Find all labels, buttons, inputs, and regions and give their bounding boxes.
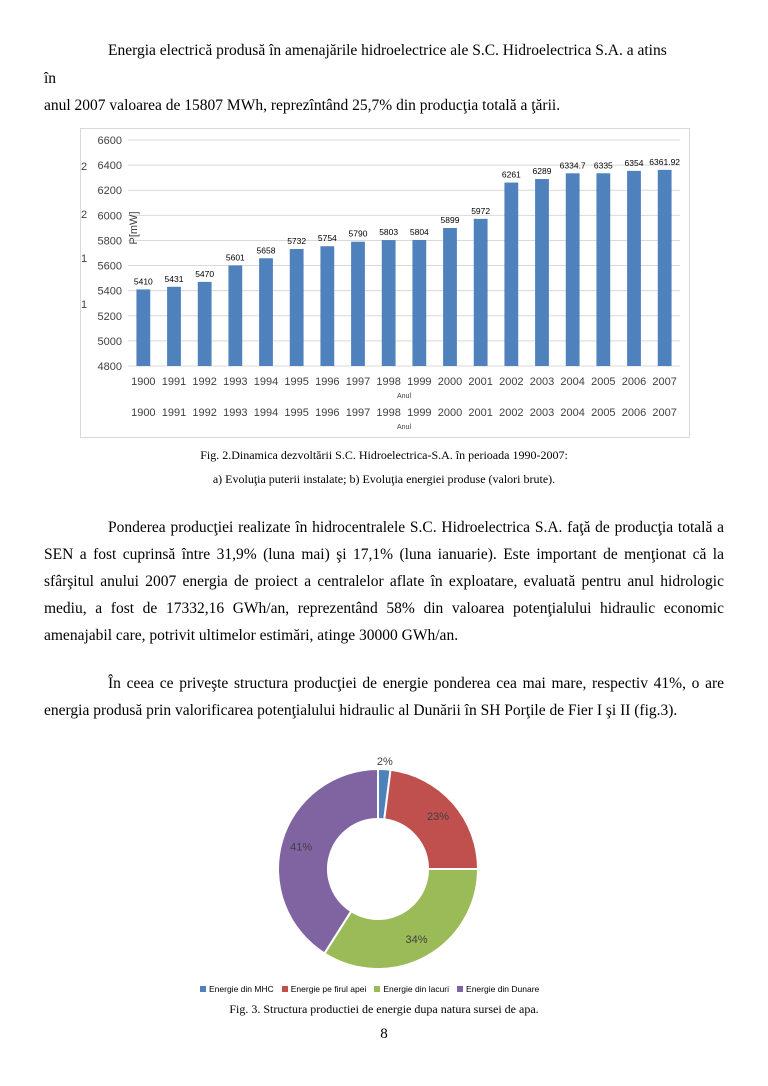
paragraph1-line3: anul 2007 valoarea de 15807 MWh, reprezîntând 25,7% din producţia totală a ţării. — [44, 97, 561, 114]
x-tick-label: 2001 — [468, 376, 493, 388]
overlay-axis-digit: 2 — [81, 209, 88, 221]
legend-label: Energie din lacuri — [383, 984, 450, 994]
x-tick-label: 2004 — [560, 376, 585, 388]
bar-data-label: 5899 — [440, 215, 460, 226]
x-tick-label: 1991 — [161, 376, 187, 388]
x-tick-label: 1994 — [253, 376, 279, 388]
donut-data-label: 2% — [376, 756, 393, 769]
x-tick-label: 1999 — [407, 376, 432, 388]
legend-item-dunare — [457, 984, 539, 994]
x-tick-label-second: 1998 — [376, 407, 401, 419]
x-tick-label: 1900 — [131, 376, 156, 388]
x-axis-label: Anul — [396, 393, 412, 400]
x-tick-label-second: 1997 — [345, 407, 371, 419]
x-tick-label: 1998 — [376, 376, 401, 388]
y-tick-label: 5600 — [97, 260, 122, 273]
bar — [351, 242, 365, 366]
x-tick-label-second: 1999 — [407, 407, 432, 419]
bar-data-label: 5732 — [287, 235, 307, 246]
x-tick-label: 1992 — [192, 376, 217, 388]
legend-label: Energie pe firul apei — [290, 984, 367, 994]
x-tick-label-second: 1994 — [253, 407, 279, 419]
paragraph1-line1: Energia electrică produsă în amenajările hidroelectrice ale S.C. Hidroelectrica S.A. a atins — [108, 42, 667, 59]
x-tick-label-second: 2003 — [529, 407, 555, 419]
bar-data-label: 5803 — [379, 227, 399, 238]
bar — [382, 240, 396, 366]
bar — [504, 183, 518, 366]
paragraph3: În ceea ce priveşte structura producţiei de energie ponderea cea mai mare, respectiv 41%, o are energia produsă prin valorificarea potenţialului hidraulic al Dunării în SH Porţile de Fier I şi II (fig.3). — [44, 675, 724, 719]
bar — [320, 246, 334, 366]
bar-data-label: 5972 — [471, 205, 491, 216]
donut-data-label: 41% — [290, 841, 313, 854]
x-tick-label-second: 1995 — [284, 407, 309, 419]
y-tick-label: 5400 — [97, 285, 122, 298]
x-tick-label: 1997 — [345, 376, 371, 388]
bar-data-label: 5804 — [409, 226, 429, 237]
y-tick-label: 6400 — [97, 160, 122, 173]
overlay-axis-digit: 1 — [81, 299, 88, 311]
figure2-caption-line2: a) Evoluţia puterii instalate; b) Evoluţia energiei produse (valori brute). — [212, 472, 556, 486]
bar — [412, 240, 426, 366]
x-tick-label-second: 1996 — [315, 407, 340, 419]
bar — [198, 282, 212, 366]
x-tick-label-second: 1900 — [131, 407, 156, 419]
y-axis-label: P[mW] — [128, 211, 140, 245]
legend-swatch — [457, 986, 463, 992]
x-tick-label: 1993 — [223, 376, 248, 388]
bar-data-label: 6354 — [624, 157, 644, 168]
x-tick-label-second: 1991 — [161, 407, 187, 419]
energy-structure-donut-chart — [270, 754, 490, 976]
bar — [228, 265, 242, 366]
bar — [658, 170, 672, 366]
bar — [443, 228, 457, 366]
x-tick-label-second: 2005 — [591, 407, 616, 419]
legend-item-fir — [282, 984, 367, 994]
x-tick-label: 2002 — [499, 376, 524, 388]
y-tick-label: 6000 — [97, 210, 122, 223]
y-tick-label: 6600 — [97, 135, 122, 147]
x-tick-label-second: 2004 — [560, 407, 585, 419]
x-tick-label-second: 2006 — [621, 407, 647, 419]
bar-data-label: 5658 — [256, 245, 276, 256]
bar — [566, 173, 580, 366]
bar-data-label: 5601 — [225, 252, 245, 263]
x-tick-label-second: 2002 — [499, 407, 524, 419]
x-tick-label: 2007 — [652, 376, 677, 388]
y-tick-label: 5000 — [97, 335, 122, 348]
x-tick-label-second: 2007 — [652, 407, 677, 419]
bar-data-label: 5754 — [317, 233, 337, 244]
x-tick-label-second: 2000 — [437, 407, 463, 419]
bar — [136, 289, 150, 366]
overlay-axis-digit: 2 — [81, 161, 88, 173]
donut-data-label: 23% — [426, 811, 450, 824]
page-number: 8 — [380, 1026, 388, 1042]
bar — [627, 171, 641, 366]
legend-label: Energie din MHC — [209, 984, 274, 994]
legend-item-mhc — [200, 984, 274, 994]
x-tick-label-second: 2001 — [468, 407, 493, 419]
x-tick-label: 2003 — [529, 376, 555, 388]
legend-swatch — [374, 986, 380, 992]
x-tick-label: 1995 — [284, 376, 309, 388]
bar-data-label: 6261 — [501, 169, 521, 180]
bar-data-label: 6334.7 — [559, 160, 586, 171]
donut-slice — [324, 869, 478, 969]
x-axis-label-second: Anul — [396, 424, 412, 431]
bar — [474, 219, 488, 366]
donut-data-label: 34% — [405, 934, 428, 947]
figure3-caption: Fig. 3. Structura productiei de energie dupa natura sursei de apa. — [229, 1002, 539, 1016]
bar-data-label: 5470 — [195, 268, 215, 279]
bar — [535, 179, 549, 366]
bar — [290, 249, 304, 366]
bar-data-label: 5431 — [164, 273, 184, 284]
legend-swatch — [282, 986, 288, 992]
paragraph2: Ponderea producţiei realizate în hidrocentralele S.C. Hidroelectrica S.A. faţă de producţia totală a SEN a fost cuprinsă între 31,9% (luna mai) şi 17,1% (luna ianuarie). Este important de menţionat că la sfârşitul anului 2007 energia de proiect a centralelor aflate în exploatare, evaluată pentru anul hidrologic mediu, a fost de 17332,16 GWh/an, reprezentând 58% din valoarea potenţialului hidraulic economic amenajabil care, potrivit ultimelor estimări, atinge 30000 GWh/an. — [44, 519, 724, 644]
overlay-axis-digit: 1 — [81, 253, 88, 265]
bar — [259, 258, 273, 366]
bar-data-label: 6289 — [532, 166, 552, 177]
x-tick-label: 2000 — [437, 376, 463, 388]
bar-data-label: 5410 — [133, 276, 153, 287]
x-tick-label-second: 1993 — [223, 407, 248, 419]
bar-data-label: 6361.92 — [649, 156, 681, 167]
x-tick-label: 2006 — [621, 376, 647, 388]
y-tick-label: 6200 — [97, 185, 122, 198]
y-tick-label: 5200 — [97, 310, 122, 323]
bar-data-label: 5790 — [348, 228, 368, 239]
figure2-caption-line1: Fig. 2.Dinamica dezvoltării S.C. Hidroelectrica-S.A. în perioada 1990-2007: — [200, 448, 568, 462]
x-tick-label-second: 1992 — [192, 407, 217, 419]
paragraph1-line2: în — [44, 70, 57, 87]
legend-label: Energie din Dunare — [466, 984, 540, 994]
y-tick-label: 4800 — [97, 361, 122, 373]
x-tick-label: 2005 — [591, 376, 616, 388]
x-tick-label: 1996 — [315, 376, 340, 388]
installed-power-bar-chart — [80, 128, 690, 438]
legend-item-lacuri — [374, 984, 449, 994]
bar-data-label: 6335 — [593, 160, 613, 171]
donut-legend — [200, 984, 539, 994]
legend-swatch — [200, 986, 206, 992]
bar — [167, 287, 181, 366]
bar — [596, 173, 610, 366]
y-tick-label: 5800 — [97, 235, 122, 248]
